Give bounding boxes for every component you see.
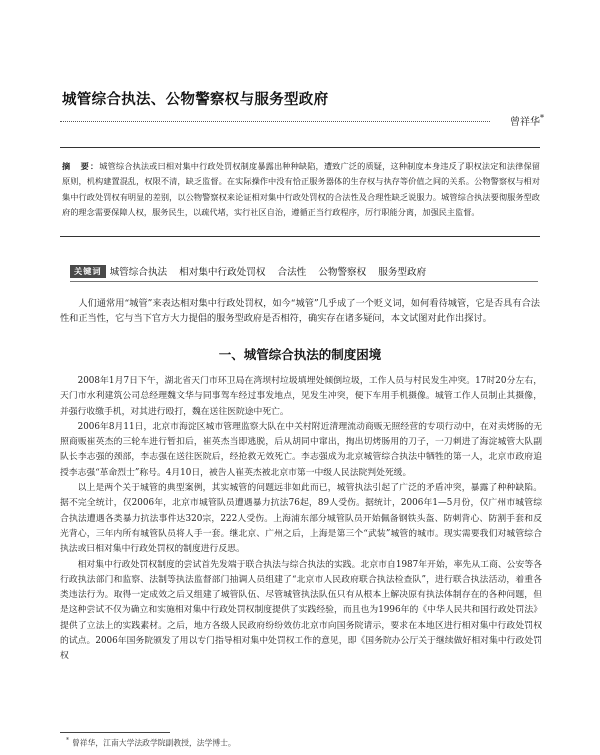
author-line (60, 113, 544, 127)
abstract-text: 城管综合执法或曰相对集中行政处罚权制度暴露出种种缺陷，遭致广泛的质疑，这种制度本身违反了职权法定和法律保留原则，机构建置混乱，权限不清，缺乏监督。在实际操作中没有恰正服务器体的生存权与执存等价值之间的关系。公物警察权与相对集中行政处罚权有明显的差别，以公物警察权来论证相对集中行政处罚权的合法性及合理性缺乏说服力。城管综合执法要彻服务型政府的理念需要保障人权，服务民生，以疏代堵，实行社区自治，遵循正当行政程序，厉行职能分离，加强民主监督。 (62, 161, 540, 218)
body-paragraph: 2006年8月11日，北京市海淀区城市管理监察大队在中关村附近清理流动商贩无照经营的专项行动中，在对卖烤肠的无照商贩崔英杰的三轮车进行暂扣后，崔英杰当即逃脱，后从胡同中窜出，掏出切烤肠用的刀子，一刀刺进了海淀城管大队副队长李志强的颈部，李志强在送往医院后，经抢救无效死亡。李志强成为北京城管综合执法中牺牲的第一人，北京市政府追授李志强“革命烈士”称号。4月10日，被告人崔英杰被北京市第一中级人民法院判处死缓。 (60, 421, 542, 478)
keywords-label: 关键词 (70, 265, 106, 278)
author-footnote-mark: * (540, 113, 544, 123)
footnote-mark: * (66, 737, 69, 744)
footnote (66, 737, 236, 749)
author-name (510, 113, 544, 128)
abstract-label: 摘 要： (62, 161, 100, 171)
body-paragraph: 2008年1月7日下午，湖北省天门市环卫局在湾坝村垃圾填埋处倾倒垃圾，工作人员与村民发生冲突。17时20分左右，天门市水利建筑公司总经理魏文华与同事驾车经过事发地点，见发生冲突，便下车用手机摄像。城管工作人员制止其摄像，并强行收缴手机，对其进行殴打，魏在送往医院途中死亡。 (60, 376, 542, 417)
keyword-item: 城管综合执法 (109, 267, 168, 278)
keyword-item: 服务型政府 (378, 267, 427, 278)
keyword-item: 合法性 (277, 267, 307, 278)
keyword-list (110, 264, 439, 278)
section-heading: 一、城管综合执法的制度困境 (218, 347, 382, 362)
footnote-rule (60, 732, 170, 733)
dotted-leader (60, 121, 490, 122)
intro-paragraph: 人们通常用“城管”来表达相对集中行政处罚权，如今“城管”几乎成了一个贬义词，如何看待城管，它是否具有合法性和正当性，它与当下官方大力提倡的服务型政府是否相符，确实存在诸多疑问，本文试图对此作出探讨。 (60, 298, 540, 324)
keywords-rule (70, 281, 538, 282)
keyword-item: 相对集中行政处罚权 (179, 267, 266, 278)
author-name-text: 曾祥华 (510, 117, 540, 128)
body-paragraph: 相对集中行政处罚权制度的尝试首先发端于联合执法与综合执法的实践。北京市自1987年开始，率先从工商、公安等各行政执法部门和监察、法制等执法监督部门抽调人员组建了“北京市人民政府联合执法检查队”，进行联合执法活动，着重各类违法行为。取得一定成效之后又组建了城管队伍、尽管城管执法队伍只有从根本上解决原有执法体制存在的各种问题，但是这种尝试不仅为确立和实施相对集中行政处罚权制度提供了实践经验，而且也为1996年的《中华人民共和国行政处罚法》提供了立法上的实践素材。之后，地方各级人民政府纷纷效仿北京市向国务院请示，要求在本地区进行相对集中行政处罚权的试点。2006年国务院颁发了用以专门指导相对集中处罚权工作的意见，即《国务院办公厅关于继续做好相对集中行政处罚权 (60, 559, 542, 662)
keywords (70, 263, 438, 279)
article-title: 城管综合执法、公物警察权与服务型政府 (62, 92, 329, 108)
abstract (62, 159, 540, 221)
body-text (60, 374, 542, 665)
footnote-text: 曾祥华，江南大学法政学院副教授，法学博士。 (72, 738, 236, 748)
keyword-item: 公物警察权 (318, 267, 367, 278)
body-paragraph: 以上是两个关于城管的典型案例，其实城管的问题远非如此而已，城管执法引起了广泛的矛盾冲突，暴露了种种缺陷。据不完全统计，仅2006年，北京市城管队员遭遇暴力抗法76起，89人受伤。据统计，2006年1—5月份，仅广州市城管综合执法遭遇各类暴力抗法事件达320宗，222人受伤。上海浦东部分城管队员开始佩备钢铁头盔、防刺背心、防割手套和反光背心，三年内所有城管队员将人手一套。继北京、广州之后，上海是第三个“武装”城管的城市。现实需要我们对城管综合执法或曰相对集中行政处罚权的制度进行反思。 (60, 483, 542, 555)
